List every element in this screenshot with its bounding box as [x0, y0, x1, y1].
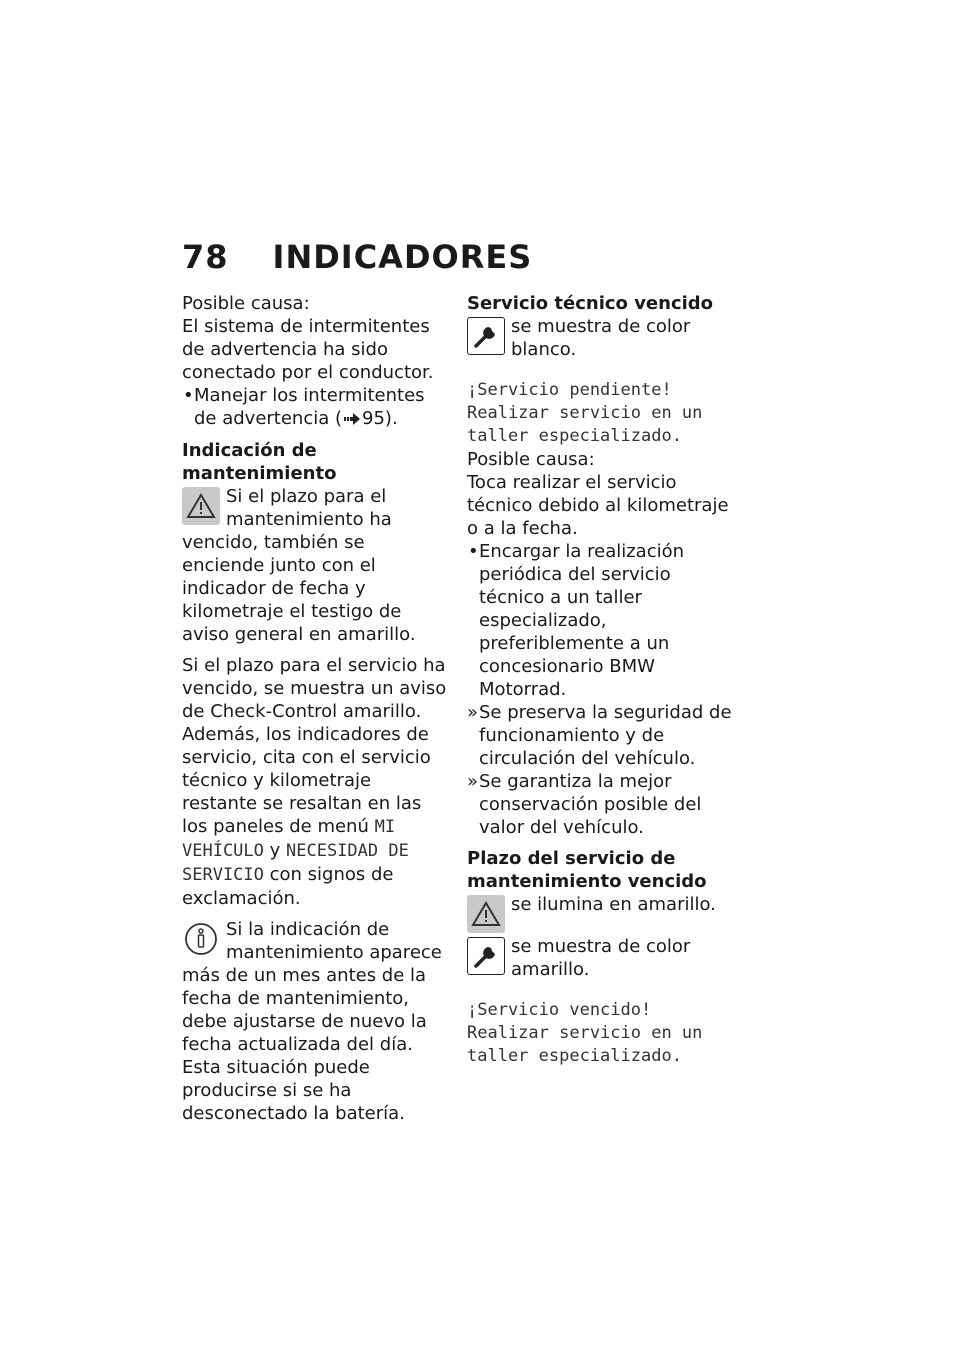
warning-triangle-icon [467, 895, 505, 933]
info-note-row [182, 918, 450, 1133]
list-item [467, 770, 739, 839]
bullet-marker: • [183, 385, 194, 406]
wrench-white-row [467, 315, 739, 369]
result-text: Se preserva la seguridad de funcionamiento y de circulación del vehículo. [479, 702, 732, 769]
page-reference: 95). [362, 408, 398, 429]
maintenance-paragraph-2: Si el plazo para el servicio ha vencido, se muestra un aviso de Check-Control amarillo. Además, los indicadores de servicio, cita con el servicio técnico y kilometraje restante se resaltan en las los paneles de menú MI VEHÍCULO y NECESIDAD DE SERVICIO con signos de exclamación. [182, 654, 447, 909]
warning-amber-text: se ilumina en amarillo. [511, 894, 716, 915]
heading-service-due: Servicio técnico vencido [467, 293, 714, 314]
bullet-text: Encargar la realización periódica del servicio técnico a un taller especializado, preferiblemente a un concesionario BMW Motorrad. [479, 541, 685, 700]
wrench-icon [467, 317, 505, 355]
maintenance-paragraph-1: Si el plazo para el mantenimiento ha vencido, también se enciende junto con el indicador de fecha y kilometraje el testigo de aviso general en amarillo. [182, 485, 416, 645]
menu-name-service-need: NECESIDAD DE SERVICIO [182, 840, 409, 885]
heading-overdue: Plazo del servicio de mantenimiento vencido [467, 848, 707, 892]
cause-text-right: Toca realizar el servicio técnico debido al kilometraje o a la fecha. [467, 472, 729, 539]
result-text: Se garantiza la mejor conservación posible del valor del vehículo. [479, 771, 702, 838]
list-item [182, 384, 450, 431]
result-marker: » [467, 702, 479, 723]
page-reference-arrow-icon [344, 408, 360, 431]
heading-maintenance: Indicación de mantenimiento [182, 439, 337, 484]
page-number: 78 [182, 238, 229, 276]
wrench-amber-row [467, 935, 739, 989]
cause-label: Posible causa: [182, 293, 310, 314]
maintenance-warning-row [182, 485, 450, 654]
cause-label-right: Posible causa: [467, 449, 595, 470]
left-column [182, 292, 450, 1133]
warning-triangle-icon [182, 487, 220, 525]
wrench-icon [467, 937, 505, 975]
right-column [467, 292, 739, 1068]
list-item [467, 540, 739, 701]
display-message-service-overdue: ¡Servicio vencido! Realizar servicio en un taller especializado. [467, 1000, 703, 1066]
info-icon [182, 920, 220, 958]
result-marker: » [467, 771, 479, 792]
cause-text: El sistema de intermitentes de advertencia ha sido conectado por el conductor. [182, 316, 434, 383]
info-paragraph: Si la indicación de mantenimiento aparece más de un mes antes de la fecha de mantenimiento, debe ajustarse de nuevo la fecha actualizada del día. Esta situación puede producirse si se ha desconectado la batería. [182, 918, 442, 1124]
wrench-amber-text: se muestra de color amarillo. [511, 936, 691, 980]
warning-amber-row [467, 893, 739, 935]
list-item [467, 701, 739, 770]
display-message-service-pending: ¡Servicio pendiente! Realizar servicio en un taller especializado. [467, 380, 703, 446]
bullet-text: Manejar los intermitentes de advertencia ( [194, 385, 425, 429]
section-title: INDICADORES [272, 238, 533, 276]
page-header [182, 238, 532, 276]
menu-name-my-vehicle: MI VEHÍCULO [182, 816, 396, 861]
wrench-white-text: se muestra de color blanco. [511, 316, 691, 360]
bullet-marker: • [468, 541, 479, 562]
